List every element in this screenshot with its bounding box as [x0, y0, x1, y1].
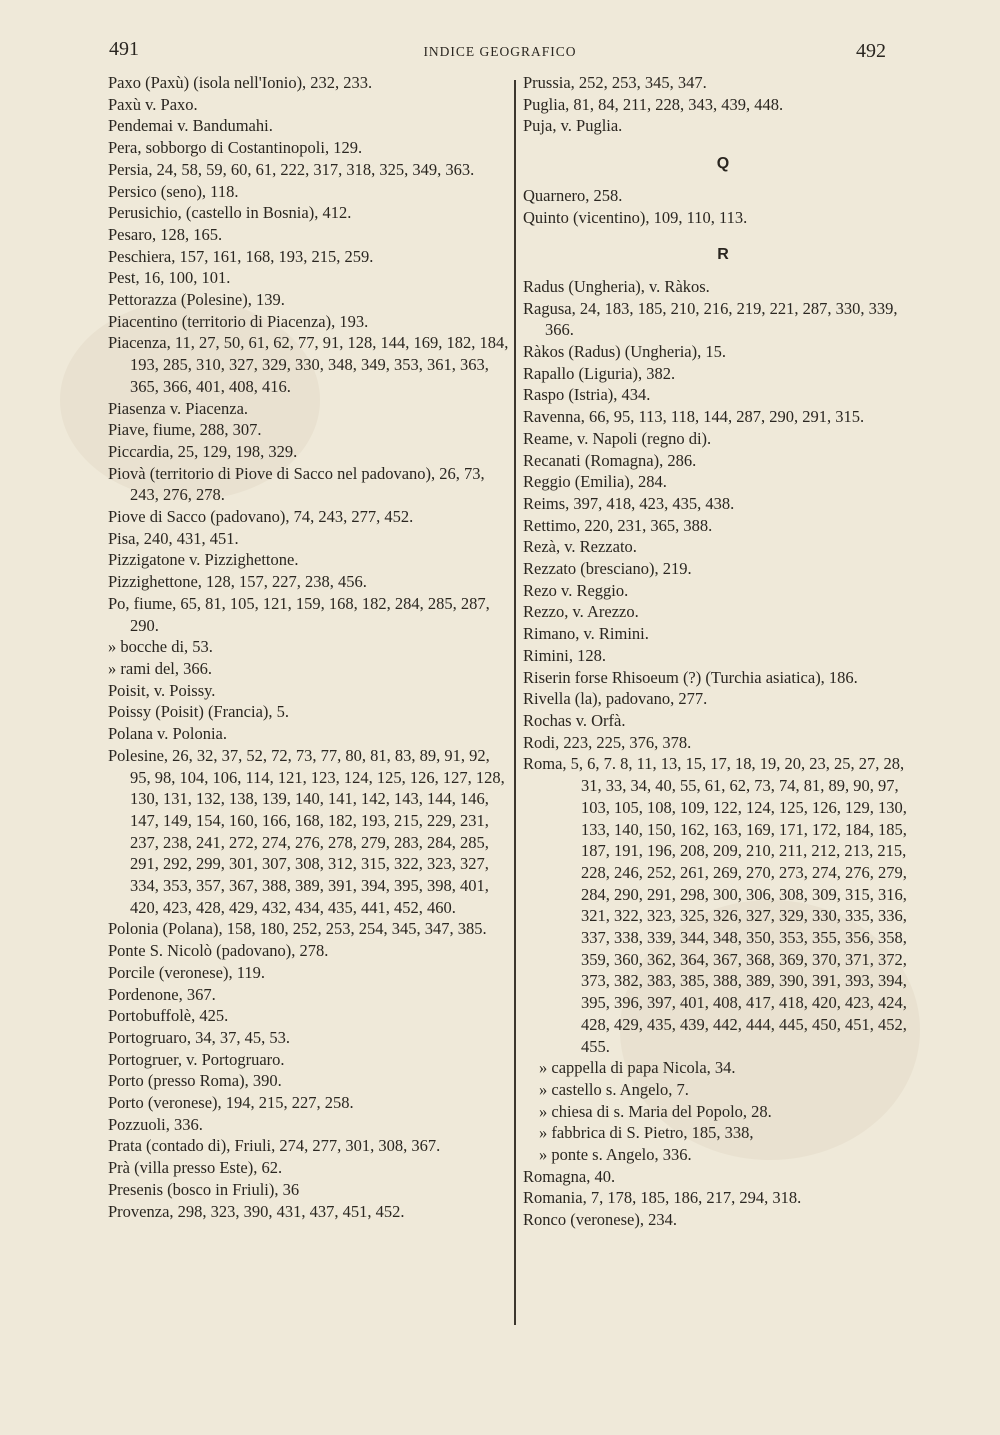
index-entry: Rezzo, v. Arezzo.: [523, 602, 639, 622]
index-entry: Porto (presso Roma), 390.: [108, 1071, 282, 1091]
index-entry: » fabbrica di S. Pietro, 185, 338,: [539, 1123, 754, 1143]
index-entry: Pisa, 240, 431, 451.: [108, 528, 239, 548]
index-entry: » castello s. Angelo, 7.: [539, 1079, 689, 1099]
index-entry: Rezà, v. Rezzato.: [523, 537, 637, 557]
section-letter-q: Q: [716, 155, 730, 173]
index-entry: Polonia (Polana), 158, 180, 252, 253, 254, 345, 347, 385.: [108, 919, 487, 939]
index-entry: Reggio (Emilia), 284.: [523, 472, 667, 492]
q-entries: [523, 185, 923, 228]
index-entry: Portobuffolè, 425.: [108, 1006, 229, 1026]
index-entry: Portogruer, v. Portogruaro.: [108, 1049, 285, 1069]
index-entry: Rezzato (bresciano), 219.: [523, 559, 692, 579]
index-entry: Romania, 7, 178, 185, 186, 217, 294, 318.: [523, 1188, 802, 1208]
running-title: INDICE GEOGRAFICO: [423, 44, 577, 59]
index-entry: » ponte s. Angelo, 336.: [539, 1145, 692, 1165]
index-entry: Pesaro, 128, 165.: [108, 224, 223, 244]
index-entry: Paxù v. Paxo.: [108, 94, 198, 114]
index-entry: Pordenone, 367.: [108, 984, 216, 1004]
roma-subentries: [523, 1057, 923, 1166]
index-entry: Piovà (territorio di Piove di Sacco nel padovano), 26, 73, 243, 276, 278.: [108, 463, 489, 505]
index-entry: Po, fiume, 65, 81, 105, 121, 159, 168, 182, 284, 285, 287, 290.: [108, 593, 494, 635]
index-entry: Rimini, 128.: [523, 645, 606, 665]
index-entry: Piccardia, 25, 129, 198, 329.: [108, 441, 298, 461]
index-entry: Poisit, v. Poissy.: [108, 680, 216, 700]
index-entry: Polana v. Polonia.: [108, 724, 228, 744]
index-entry: Pettorazza (Polesine), 139.: [108, 290, 285, 310]
index-entry: Piove di Sacco (padovano), 74, 243, 277, 452.: [108, 507, 414, 527]
page-number-left: 491: [109, 38, 139, 60]
index-entry: Pest, 16, 100, 101.: [108, 268, 231, 288]
index-entry: » rami del, 366.: [108, 658, 213, 678]
index-entry: Porto (veronese), 194, 215, 227, 258.: [108, 1093, 354, 1113]
index-entry: Ponte S. Nicolò (padovano), 278.: [108, 941, 329, 961]
index-entry: Peschiera, 157, 161, 168, 193, 215, 259.: [108, 246, 374, 266]
index-entry: Puglia, 81, 84, 211, 228, 343, 439, 448.: [523, 94, 784, 114]
index-entry: Puja, v. Puglia.: [523, 116, 623, 136]
index-entry: Porcile (veronese), 119.: [108, 962, 265, 982]
index-entry: Riserin forse Rhisoeum (?) (Turchia asiatica), 186.: [523, 667, 858, 687]
index-entry: Reims, 397, 418, 423, 435, 438.: [523, 493, 735, 513]
index-entry: Prà (villa presso Este), 62.: [108, 1158, 283, 1178]
index-entry: Piacenza, 11, 27, 50, 61, 62, 77, 91, 128, 144, 169, 182, 184, 193, 285, 310, 327, 329, 330, 348, 349, 353, 361, 363, 365, 366, 401, 408, 416.: [108, 333, 513, 396]
index-entry: Ronco (veronese), 234.: [523, 1210, 677, 1230]
index-entry: Presenis (bosco in Friuli), 36: [108, 1179, 300, 1199]
index-entry: Provenza, 298, 323, 390, 431, 437, 451, 452.: [108, 1201, 405, 1221]
index-entry: » bocche di, 53.: [108, 637, 213, 657]
index-entry: Prata (contado di), Friuli, 274, 277, 301, 308, 367.: [108, 1136, 441, 1156]
index-entry: Pera, sobborgo di Costantinopoli, 129.: [108, 138, 363, 158]
index-entry: Rimano, v. Rimini.: [523, 624, 649, 644]
column-divider: [514, 80, 516, 1325]
index-entry: Paxo (Paxù) (isola nell'Ionio), 232, 233.: [108, 73, 373, 92]
p-entries: [523, 72, 923, 137]
index-entry: » chiesa di s. Maria del Popolo, 28.: [539, 1101, 772, 1121]
index-entry: Ràkos (Radus) (Ungheria), 15.: [523, 342, 726, 362]
index-entry: Pozzuoli, 336.: [108, 1114, 203, 1134]
index-entry: Piacentino (territorio di Piacenza), 193.: [108, 311, 369, 331]
index-entry: Pizzigatone v. Pizzighettone.: [108, 550, 299, 570]
tail-entries: [523, 1166, 923, 1231]
index-entry: Pendemai v. Bandumahi.: [108, 116, 273, 136]
index-entry: Perusichio, (castello in Bosnia), 412.: [108, 203, 352, 223]
index-entry: Piasenza v. Piacenza.: [108, 398, 249, 418]
index-entry: Rivella (la), padovano, 277.: [523, 689, 708, 709]
index-entry: Rodi, 223, 225, 376, 378.: [523, 732, 692, 752]
section-letter-r: R: [717, 246, 729, 264]
index-entry: Radus (Ungheria), v. Ràkos.: [523, 276, 710, 296]
index-entry: Polesine, 26, 32, 37, 52, 72, 73, 77, 80, 81, 83, 89, 91, 92, 95, 98, 104, 106, 114, 121, 123, 124, 125, 126, 127, 128, 130, 131, 132, 138, 139, 140, 141, 142, 143, 144, 146, 147, 149, 154, 160, 166, 168, 182, 193, 215, 229, 231, 237, 238, 241, 272, 274, 276, 278, 279, 283, 284, 285, 291, 292, 299, 301, 307, 308, 312, 315, 322, 323, 327, 334, 353, 357, 367, 388, 389, 391, 394, 395, 398, 401, 420, 423, 428, 429, 432, 434, 435, 441, 452, 460.: [108, 745, 509, 917]
index-entry: Portogruaro, 34, 37, 45, 53.: [108, 1027, 290, 1047]
left-column: [108, 72, 513, 1222]
index-entry-roma: Roma, 5, 6, 7. 8, 11, 13, 15, 17, 18, 19, 20, 23, 25, 27, 28, 31, 33, 34, 40, 55, 61, 62, 73, 74, 81, 89, 90, 97, 103, 105, 108, 109, 122, 124, 125, 126, 129, 130, 133, 140, 150, 162, 163, 169, 171, 172, 184, 185, 187, 191, 196, 208, 209, 210, 211, 212, 213, 215, 228, 246, 252, 261, 269, 270, 273, 274, 276, 279, 284, 290, 291, 298, 300, 306, 308, 309, 315, 316, 321, 322, 323, 325, 326, 327, 329, 330, 335, 336, 337, 338, 339, 344, 348, 350, 353, 355, 356, 358, 359, 360, 362, 364, 367, 368, 369, 370, 371, 372, 373, 382, 383, 385, 388, 389, 390, 391, 393, 394, 395, 396, 397, 401, 408, 417, 418, 420, 423, 424, 428, 429, 435, 439, 442, 444, 445, 450, 451, 452, 455.: [523, 754, 911, 1056]
index-entry: Pizzighettone, 128, 157, 227, 238, 456.: [108, 572, 367, 592]
index-entry: Ragusa, 24, 183, 185, 210, 216, 219, 221, 287, 330, 339, 366.: [523, 298, 902, 340]
index-entry: Rochas v. Orfà.: [523, 710, 626, 730]
index-entry: Persico (seno), 118.: [108, 181, 239, 201]
index-entry: Recanati (Romagna), 286.: [523, 450, 697, 470]
index-entry: Rapallo (Liguria), 382.: [523, 363, 676, 383]
page-number-right: 492: [856, 40, 886, 62]
right-column: [523, 72, 923, 1231]
index-entry: Prussia, 252, 253, 345, 347.: [523, 73, 707, 92]
index-entry: » cappella di papa Nicola, 34.: [539, 1058, 736, 1078]
index-entry: Reame, v. Napoli (regno di).: [523, 428, 712, 448]
index-entry: Quinto (vicentino), 109, 110, 113.: [523, 207, 748, 227]
index-entry: Raspo (Istria), 434.: [523, 385, 651, 405]
index-entry: Persia, 24, 58, 59, 60, 61, 222, 317, 318, 325, 349, 363.: [108, 159, 475, 179]
index-entry: Romagna, 40.: [523, 1166, 616, 1186]
index-entry: Ravenna, 66, 95, 113, 118, 144, 287, 290, 291, 315.: [523, 407, 865, 427]
index-entry: Poissy (Poisit) (Francia), 5.: [108, 702, 290, 722]
index-entry: Quarnero, 258.: [523, 185, 623, 205]
index-entry: Rettimo, 220, 231, 365, 388.: [523, 515, 713, 535]
index-entry: Piave, fiume, 288, 307.: [108, 420, 262, 440]
r-entries: [523, 276, 923, 753]
index-entry: Rezo v. Reggio.: [523, 580, 629, 600]
